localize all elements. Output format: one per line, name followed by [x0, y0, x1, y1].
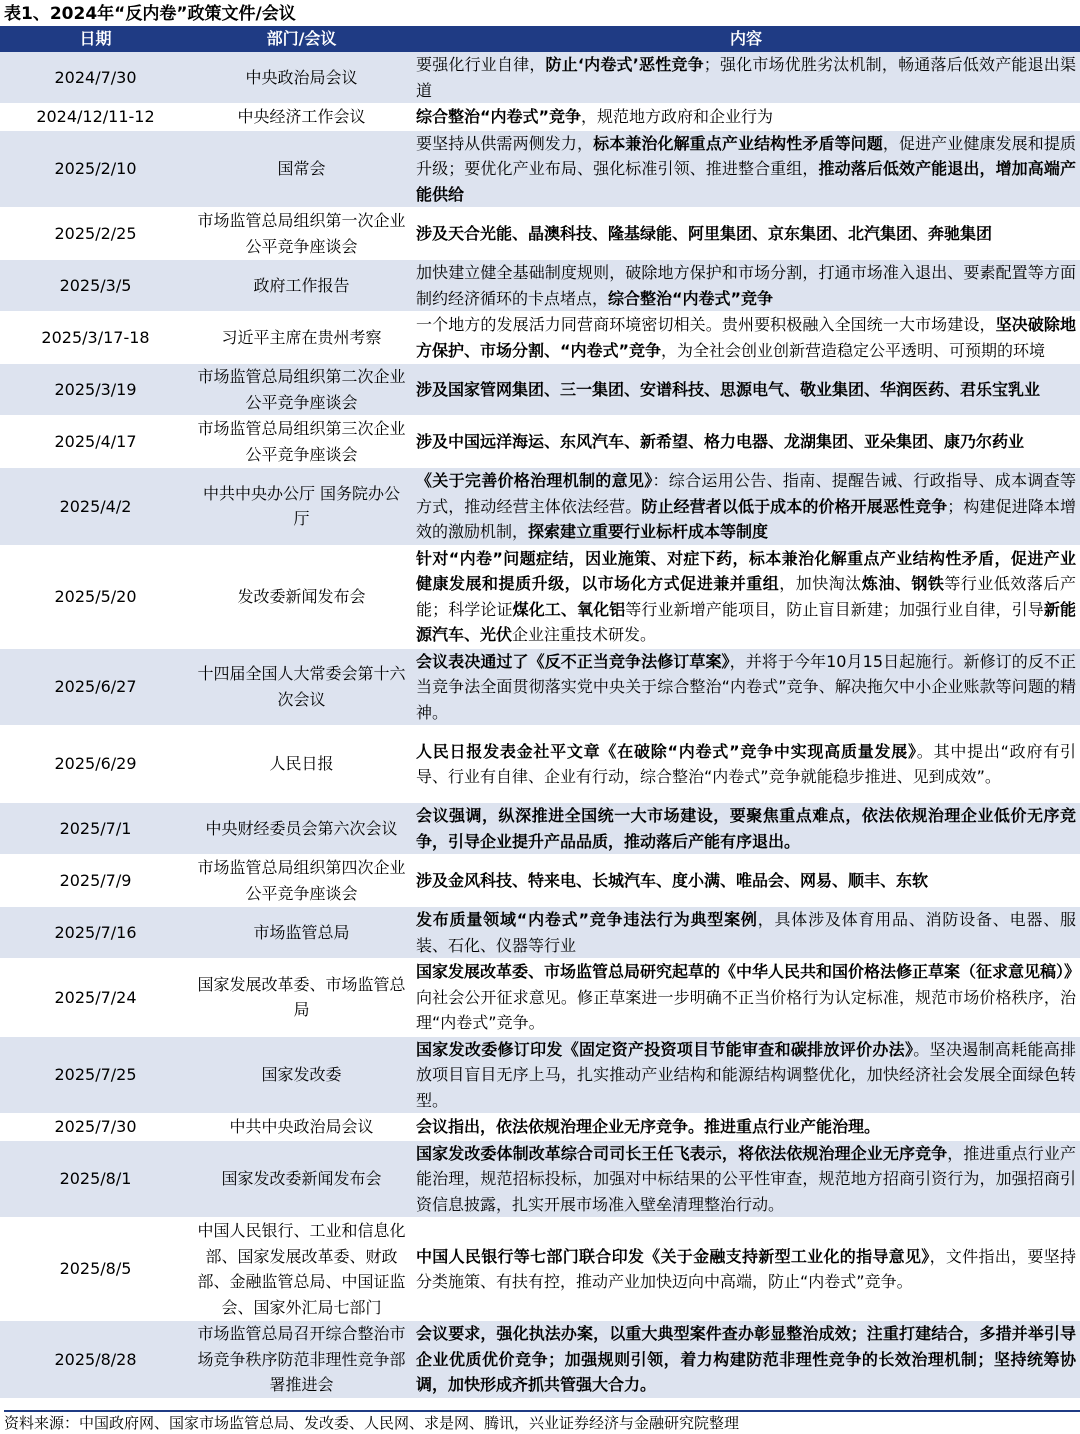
cell-content	[412, 1036, 1080, 1114]
table-row	[0, 726, 1080, 803]
content-bold-text: 新能源汽车、光伏	[416, 599, 1076, 644]
cell-content	[412, 1140, 1080, 1218]
content-text: ：综合运用公告、指南、提醒告诫、行政指导、成本调查等方式，推动经营主体依法经营。	[416, 471, 1076, 516]
table-row	[0, 855, 1080, 907]
cell-dept: 中共中央办公厅 国务院办公厅	[191, 468, 412, 546]
content-text: 企业注重技术研发。	[512, 625, 657, 644]
cell-dept: 市场监管总局	[191, 907, 412, 959]
cell-date: 2025/3/5	[0, 260, 191, 312]
content-text: ，为全社会创业创新营造稳定公平透明、可预期的环境	[661, 340, 1046, 360]
header-row	[0, 26, 1080, 52]
cell-dept: 中央经济工作会议	[191, 104, 412, 131]
content-bold-text: 国家发改委修订印发《固定资产投资项目节能审查和碳排放评价办法》	[416, 1039, 914, 1059]
cell-content	[412, 364, 1080, 416]
content-bold-text: 涉及国家管网集团、三一集团、安谱科技、思源电气、敬业集团、华润医药、君乐宝乳业	[416, 379, 1041, 399]
content-bold-text: 煤化工、氧化铝	[512, 599, 626, 619]
content-text: 。其中提出“政府有引导、行业有自律、企业有行动，综合整治“内卷式”竞争就能稳步推进、见到成效”。	[416, 741, 1076, 786]
cell-dept: 中央政治局会议	[191, 52, 412, 104]
content-bold-text: 涉及中国远洋海运、东风汽车、新希望、格力电器、龙湖集团、亚朵集团、康乃尔药业	[416, 431, 1025, 451]
cell-content	[412, 260, 1080, 312]
table-row	[0, 312, 1080, 364]
cell-date: 2025/3/17-18	[0, 312, 191, 364]
content-text: ，促进产业健康发展和提质升级；要优化产业布局、强化标准引领、推进整合重组，	[416, 133, 1076, 178]
cell-dept: 中央财经委员会第六次会议	[191, 803, 412, 855]
content-text: ，加快淘汰	[779, 574, 862, 593]
content-bold-text: 防止经营者以低于成本的价格开展恶性竞争	[641, 496, 948, 516]
content-bold-text: 针对“内卷”问题症结，因业施策、对症下药，标本兼治化解重点产业结构性矛盾，促进产业健康发展和提质升级，以市场化方式促进兼并重组	[416, 548, 1076, 593]
content-bold-text: 综合整治“内卷式”竞争	[416, 107, 582, 126]
header-dept: 部门/会议	[191, 26, 412, 52]
cell-content	[412, 312, 1080, 364]
cell-content	[412, 959, 1080, 1037]
cell-dept: 人民日报	[191, 726, 412, 803]
cell-content	[412, 648, 1080, 726]
table-title: 表1、2024年“反内卷”政策文件/会议	[4, 4, 296, 24]
table-row	[0, 545, 1080, 648]
content-bold-text: 推动落后低效产能退出，增加高端产能供给	[416, 159, 1076, 204]
table-row	[0, 260, 1080, 312]
content-text: 等行业低效落后产能；科学论证	[416, 574, 1076, 619]
cell-date: 2025/8/5	[0, 1218, 191, 1321]
cell-date: 2025/8/1	[0, 1140, 191, 1218]
cell-content	[412, 1114, 1080, 1141]
cell-dept: 政府工作报告	[191, 260, 412, 312]
table-row	[0, 1036, 1080, 1114]
cell-date: 2025/2/25	[0, 208, 191, 260]
cell-date: 2025/7/1	[0, 803, 191, 855]
table-row	[0, 959, 1080, 1037]
content-text: ，文件指出，要坚持分类施策、有扶有控，推动产业加快迈向中高端，防止“内卷式”竞争。	[416, 1246, 1076, 1291]
cell-content	[412, 416, 1080, 468]
cell-dept: 国家发改委	[191, 1036, 412, 1114]
cell-dept: 市场监管总局组织第二次企业公平竞争座谈会	[191, 364, 412, 416]
content-bold-text: 炼油、钢铁	[861, 574, 945, 593]
content-bold-text: 人民日报发表金社平文章《在破除“内卷式”竞争中实现高质量发展》	[416, 741, 917, 761]
cell-content	[412, 855, 1080, 907]
table-row	[0, 1218, 1080, 1321]
content-bold-text: 防止‘内卷式’恶性竞争	[545, 55, 704, 74]
content-text: 要强化行业自律，	[416, 55, 546, 74]
content-bold-text: 涉及天合光能、晶澳科技、隆基绿能、阿里集团、京东集团、北汽集团、奔驰集团	[416, 223, 993, 243]
table-row	[0, 1140, 1080, 1218]
content-text: ，并将于今年10月15日起施行。新修订的反不正当竞争法全面贯彻落实党中央关于综合整治“内卷式”竞争、解决拖欠中小企业账款等问题的精神。	[416, 651, 1076, 722]
cell-content	[412, 907, 1080, 959]
cell-date: 2025/7/30	[0, 1114, 191, 1141]
content-bold-text: 标本兼治化解重点产业结构性矛盾等问题	[593, 133, 883, 153]
content-bold-text: 涉及金风科技、特来电、长城汽车、度小满、唯品会、网易、顺丰、东软	[416, 870, 929, 890]
cell-dept: 市场监管总局组织第一次企业公平竞争座谈会	[191, 208, 412, 260]
content-bold-text: 会议强调，纵深推进全国统一大市场建设，要聚焦重点难点，依法依规治理企业低价无序竞争，引导企业提升产品品质，推动落后产能有序退出。	[416, 806, 1076, 851]
cell-dept: 国常会	[191, 130, 412, 208]
cell-content	[412, 104, 1080, 131]
table-row	[0, 52, 1080, 104]
content-text: 加快建立健全基础制度规则，破除地方保护和市场分割，打通市场准入退出、要素配置等方面制约经济循环的卡点堵点，	[416, 263, 1076, 308]
cell-date: 2025/3/19	[0, 364, 191, 416]
cell-date: 2025/6/29	[0, 726, 191, 803]
policy-table	[0, 26, 1080, 1399]
content-bold-text: 国家发改委体制改革综合司司长王任飞表示，将依法依规治理企业无序竞争	[416, 1143, 948, 1163]
table-row	[0, 907, 1080, 959]
content-bold-text: 会议要求，强化执法办案，以重大典型案件查办彰显整治成效；注重打建结合，多措并举引导企业优质优价竞争；加强规则引领，着力构建防范非理性竞争的长效治理机制；坚持统筹协调，加快形成齐抓共管强大合力。	[416, 1324, 1076, 1394]
cell-dept: 市场监管总局召开综合整治市场竞争秩序防范非理性竞争部署推进会	[191, 1321, 412, 1399]
cell-dept: 十四届全国人大常委会第十六次会议	[191, 648, 412, 726]
cell-content	[412, 208, 1080, 260]
cell-content	[412, 803, 1080, 855]
content-bold-text: 综合整治“内卷式”竞争	[608, 288, 774, 308]
content-text: ；构建促进降本增效的激励机制，	[416, 496, 1076, 541]
cell-date: 2025/7/25	[0, 1036, 191, 1114]
content-bold-text: 《关于完善价格治理机制的意见》	[416, 471, 653, 490]
cell-date: 2025/7/24	[0, 959, 191, 1037]
content-text: 一个地方的发展活力同营商环境密切相关。贵州要积极融入全国统一大市场建设，	[416, 315, 996, 334]
cell-dept: 中共中央政治局会议	[191, 1114, 412, 1141]
table-row	[0, 648, 1080, 726]
content-text: ，具体涉及体育用品、消防设备、电器、服装、石化、仪器等行业	[416, 910, 1076, 955]
cell-content	[412, 545, 1080, 648]
cell-dept: 市场监管总局组织第四次企业公平竞争座谈会	[191, 855, 412, 907]
content-text: 要坚持从供需两侧发力，	[416, 133, 594, 153]
content-bold-text: 探索建立重要行业标杆成本等制度	[528, 522, 769, 541]
cell-content	[412, 130, 1080, 208]
content-bold-text: 国家发展改革委、市场监管总局研究起草的《中华人民共和国价格法修正草案（征求意见稿）》	[416, 962, 1080, 981]
cell-dept: 市场监管总局组织第三次企业公平竞争座谈会	[191, 416, 412, 468]
cell-date: 2025/4/17	[0, 416, 191, 468]
content-text: 。坚决遏制高耗能高排放项目盲目无序上马，扎实推动产业结构和能源结构调整优化，加快经济社会发展全面绿色转型。	[416, 1039, 1076, 1110]
cell-date: 2025/7/16	[0, 907, 191, 959]
cell-date: 2025/5/20	[0, 545, 191, 648]
header-content: 内容	[412, 26, 1080, 52]
table-row	[0, 468, 1080, 546]
cell-dept: 国家发展改革委、市场监管总局	[191, 959, 412, 1037]
content-text: 向社会公开征求意见。修正草案进一步明确不正当价格行为认定标准，规范市场价格秩序，治理“内卷式”竞争。	[416, 987, 1076, 1032]
cell-dept: 中国人民银行、工业和信息化部、国家发展改革委、财政部、金融监管总局、中国证监会、国家外汇局七部门	[191, 1218, 412, 1321]
cell-date: 2024/7/30	[0, 52, 191, 104]
cell-dept: 发改委新闻发布会	[191, 545, 412, 648]
cell-content	[412, 1218, 1080, 1321]
cell-content	[412, 52, 1080, 104]
table-row	[0, 364, 1080, 416]
cell-date: 2025/8/28	[0, 1321, 191, 1399]
content-bold-text: 会议表决通过了《反不正当竞争法修订草案》	[416, 651, 730, 671]
cell-content	[412, 726, 1080, 803]
table-row	[0, 104, 1080, 131]
cell-content	[412, 468, 1080, 546]
table-row	[0, 1114, 1080, 1141]
content-bold-text: 发布质量领域“内卷式”竞争违法行为典型案例	[416, 910, 758, 929]
cell-dept: 国家发改委新闻发布会	[191, 1140, 412, 1218]
cell-date: 2025/6/27	[0, 648, 191, 726]
source-note: 资料来源：中国政府网、国家市场监管总局、发改委、人民网、求是网、腾讯，兴业证券经济与金融研究院整理	[4, 1410, 1080, 1433]
content-bold-text: 中国人民银行等七部门联合印发《关于金融支持新型工业化的指导意见》	[416, 1246, 930, 1266]
cell-date: 2025/4/2	[0, 468, 191, 546]
cell-content	[412, 1321, 1080, 1399]
cell-date: 2025/7/9	[0, 855, 191, 907]
table-row	[0, 416, 1080, 468]
content-text: ，推进重点行业产能治理，规范招标投标，加强对中标结果的公平性审查，规范地方招商引资行为，加强招商引资信息披露，扎实开展市场准入壁垒清理整治行动。	[416, 1143, 1076, 1214]
content-text: ，规范地方政府和企业行为	[581, 107, 774, 126]
table-row	[0, 803, 1080, 855]
header-date: 日期	[0, 26, 191, 52]
table-row	[0, 1321, 1080, 1399]
cell-date: 2024/12/11-12	[0, 104, 191, 131]
cell-dept: 习近平主席在贵州考察	[191, 312, 412, 364]
content-bold-text: 会议指出，依法依规治理企业无序竞争。推进重点行业产能治理。	[416, 1117, 881, 1136]
cell-date: 2025/2/10	[0, 130, 191, 208]
content-text: 等行业新增产能项目，防止盲目新建；加强行业自律，引导	[625, 599, 1044, 619]
table-row	[0, 130, 1080, 208]
content-text: ；强化市场优胜劣汰机制，畅通落后低效产能退出渠道	[416, 55, 1076, 100]
table-row	[0, 208, 1080, 260]
content-bold-text: 坚决破除地方保护、市场分割、“内卷式”竞争	[416, 315, 1076, 360]
